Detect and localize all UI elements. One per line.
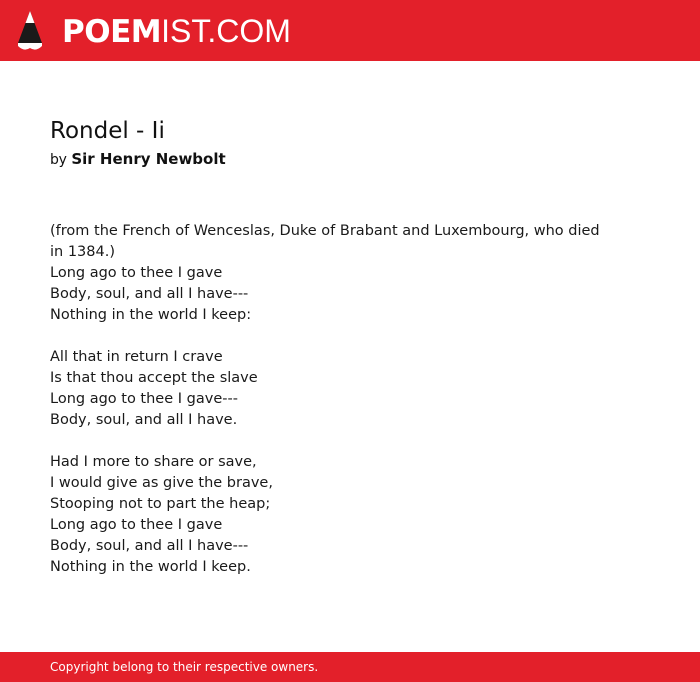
poem-line: Long ago to thee I gave xyxy=(50,265,223,281)
pencil-tip-icon[interactable] xyxy=(17,10,43,52)
poem-line: Body, soul, and all I have. xyxy=(50,412,238,428)
poem-body xyxy=(50,221,610,578)
site-footer xyxy=(0,652,700,682)
poem-line: Had I more to share or save, xyxy=(50,454,257,470)
poem-line: Nothing in the world I keep. xyxy=(50,559,251,575)
poem-content xyxy=(50,116,610,578)
poem-line: Nothing in the world I keep: xyxy=(50,307,252,323)
poem-intro: (from the French of Wenceslas, Duke of Brabant and Luxembourg, who died in 1384.) xyxy=(50,223,600,260)
poem-line: Is that thou accept the slave xyxy=(50,370,258,386)
poem-line: Long ago to thee I gave xyxy=(50,517,223,533)
poem-line: All that in return I crave xyxy=(50,349,223,365)
stanza-break xyxy=(50,431,610,452)
author-link[interactable]: Sir Henry Newbolt xyxy=(71,150,226,168)
logo-bold-text: POEM xyxy=(62,14,162,50)
poem-line: Body, soul, and all I have--- xyxy=(50,286,249,302)
logo-light-text: IST.COM xyxy=(161,13,291,49)
poem-line: I would give as give the brave, xyxy=(50,475,273,491)
byline xyxy=(50,148,610,171)
poem-line: Stooping not to part the heap; xyxy=(50,496,271,512)
poem-title: Rondel - Ii xyxy=(50,118,165,144)
site-header xyxy=(0,0,700,61)
copyright-text: Copyright belong to their respective owners. xyxy=(50,660,319,674)
stanza-break xyxy=(50,326,610,347)
poem-line: Long ago to thee I gave--- xyxy=(50,391,238,407)
byline-prefix: by xyxy=(50,152,67,168)
poem-line: Body, soul, and all I have--- xyxy=(50,538,249,554)
site-logo[interactable] xyxy=(62,11,291,52)
